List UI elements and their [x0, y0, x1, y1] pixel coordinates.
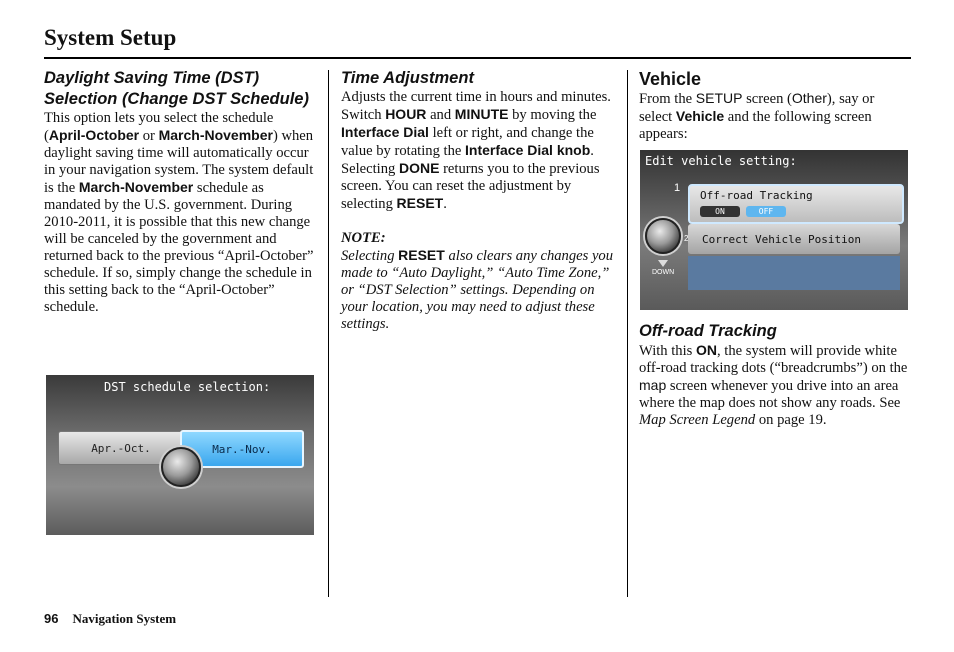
column-time: [341, 68, 616, 333]
interface-dial-icon: [645, 218, 681, 254]
note-heading: NOTE:: [341, 230, 386, 246]
vehicle-paragraph: From the SETUP screen (Other), say or select Vehicle and the following screen appears:: [639, 90, 875, 142]
footer-label: Navigation System: [72, 611, 177, 626]
off-road-paragraph: With this ON, the system will provide white off-road tracking dots (“breadcrumbs”) on the map screen whenever you drive into an area where the map does not show any roads. See Map Screen Legend on page 19.: [639, 342, 908, 428]
column-dst: [44, 68, 316, 316]
edit-vehicle-screen: [640, 150, 908, 310]
off-option[interactable]: OFF: [746, 206, 786, 217]
interface-dial-icon: [161, 447, 201, 487]
column-divider-2: [627, 70, 628, 597]
dst-selection-screen: [46, 375, 314, 535]
page-title: System Setup: [44, 25, 177, 50]
vehicle-screen-title: Edit vehicle setting:: [645, 154, 797, 168]
page-footer: [44, 611, 176, 627]
vehicle-heading: Vehicle: [639, 69, 702, 89]
time-heading: Time Adjustment: [341, 69, 474, 87]
note-paragraph: Selecting RESET also clears any changes you made to “Auto Daylight,” “Auto Time Zone,” or “DST Selection” settings. Depending on your location, you may need to adjust these settings.: [341, 247, 614, 332]
off-road-tracking-row[interactable]: [688, 184, 904, 224]
item-2-indicator: 2: [684, 234, 689, 243]
down-arrow-icon: [658, 260, 668, 267]
dst-screen-title: DST schedule selection:: [104, 380, 271, 394]
column-vehicle: [639, 68, 911, 143]
dst-paragraph: This option lets you select the schedule (April-October or March-November) when daylight saving time will automatically occur in your navigation system. The system default is the March-November schedule as mandated by the U.S. government. During 2010-2011, it is possible that this new change will be canceled by the government and returned back to the previous “April-October” schedule. If so, simply change the schedule in this setting back to the “April-October” schedule.: [44, 110, 314, 315]
off-road-section: [639, 321, 911, 429]
column-divider-1: [328, 70, 329, 597]
off-road-heading: Off-road Tracking: [639, 322, 777, 340]
correct-vehicle-position-row[interactable]: [688, 224, 900, 254]
on-option[interactable]: ON: [700, 206, 740, 217]
time-paragraph: Adjusts the current time in hours and minutes. Switch HOUR and MINUTE by moving the Interface Dial left or right, and change the value by rotating the Interface Dial knob. Selecting DONE returns you to the previous screen. You can reset the adjustment by selecting RESET.: [341, 89, 611, 212]
apr-oct-option[interactable]: Apr.-Oct.: [58, 431, 184, 465]
mar-nov-option[interactable]: Mar.-Nov.: [180, 430, 304, 468]
title-rule: [44, 57, 911, 59]
dst-heading: Daylight Saving Time (DST) Selection (Change DST Schedule): [44, 69, 309, 108]
correct-vehicle-position-label: Correct Vehicle Position: [702, 233, 861, 246]
off-road-tracking-label: Off-road Tracking: [700, 189, 813, 202]
down-label: DOWN: [652, 269, 675, 276]
empty-list-area: [688, 256, 900, 290]
page-number: 96: [44, 611, 59, 626]
item-1-indicator: 1: [674, 182, 681, 194]
